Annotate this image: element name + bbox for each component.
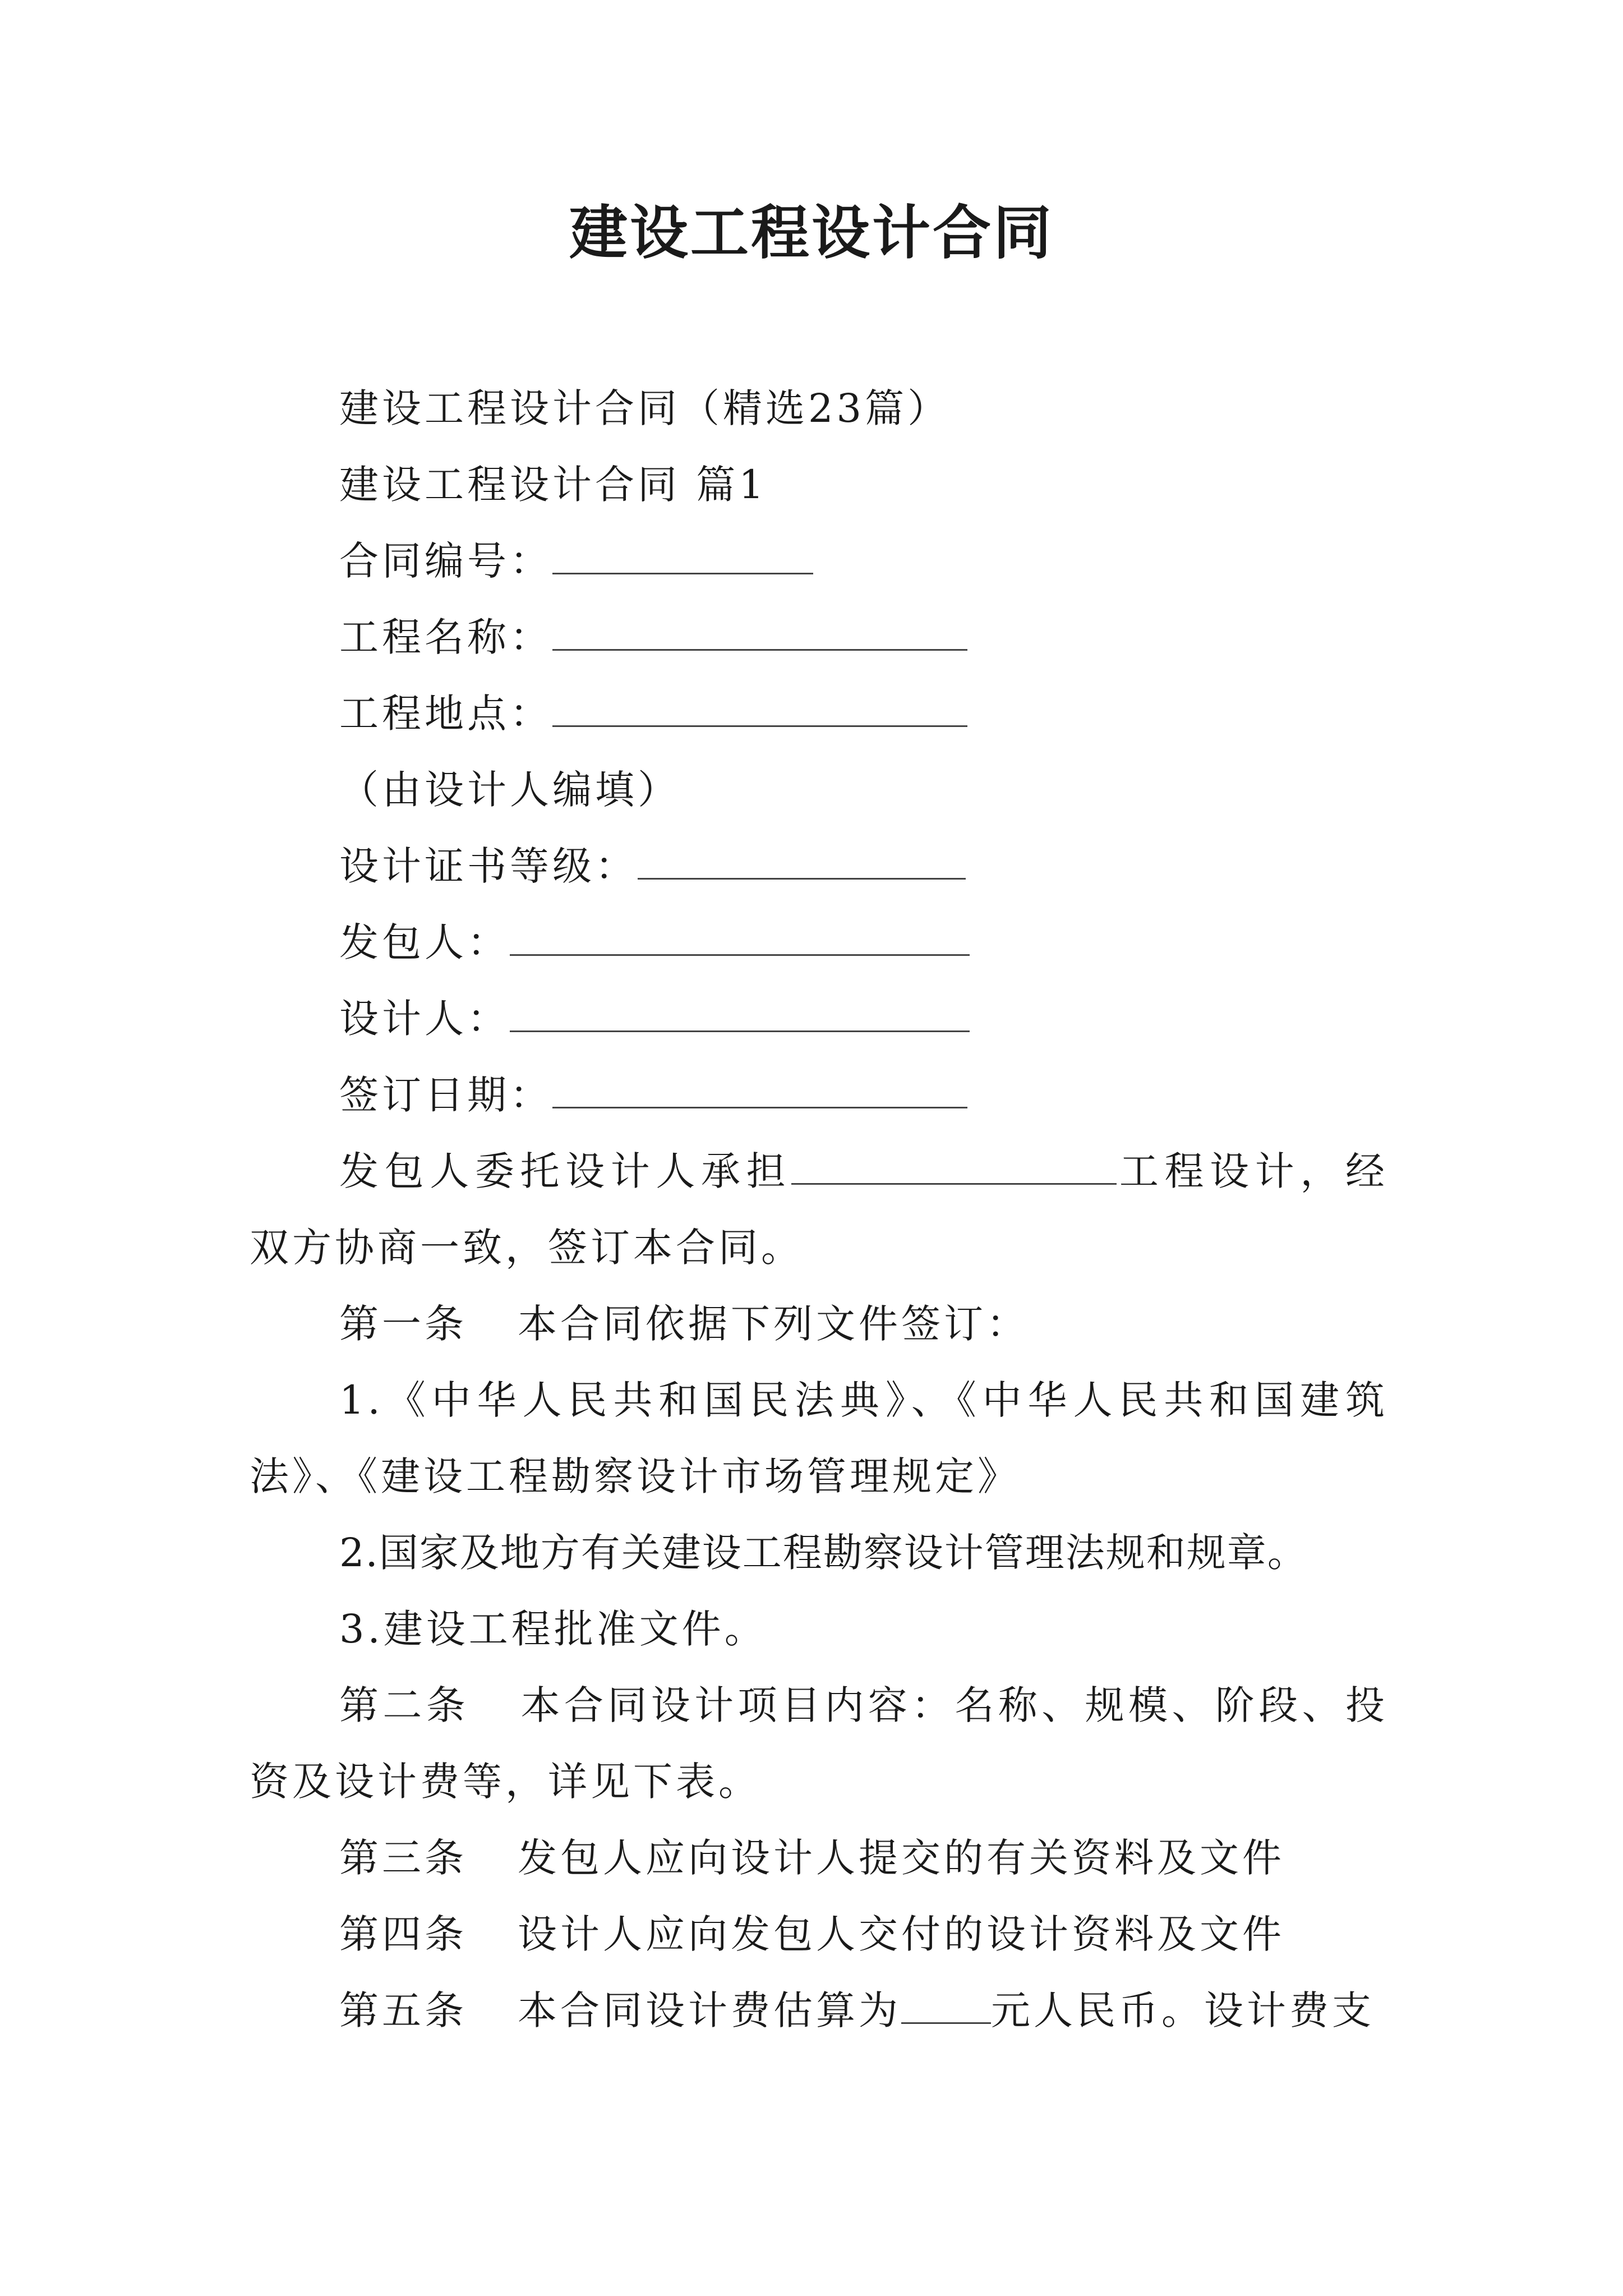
subtitle: 建设工程设计合同（精选23篇） [339, 385, 951, 431]
section-heading: 建设工程设计合同 篇1 [339, 462, 767, 508]
document-body [250, 370, 1388, 2049]
intro-text-a: 发包人委托设计人承担 [339, 1148, 792, 1194]
designer-fill-note: （由设计人编填） [339, 767, 680, 813]
article-4-heading: 第四条 [339, 1911, 467, 1957]
article-2-text: 本合同设计项目内容：名称、规模、阶段、投资及设计费等，详见下表。 [250, 1682, 1389, 1805]
article-2-heading: 第二条 [339, 1682, 470, 1728]
article-5-text-a: 本合同设计费估算为 [518, 1987, 901, 2033]
client-blank [510, 921, 970, 956]
article-3-heading: 第三条 [339, 1835, 467, 1881]
contract-number-blank [552, 539, 813, 574]
article-3 [250, 1820, 1388, 1896]
article-4-text: 设计人应向发包人交付的设计资料及文件 [518, 1911, 1285, 1957]
article-3-text: 发包人应向设计人提交的有关资料及文件 [518, 1835, 1285, 1881]
certificate-grade-label: 设计证书等级： [339, 843, 638, 889]
designer-field [250, 981, 1388, 1057]
project-name-label: 工程名称： [339, 614, 552, 660]
article-1 [250, 1286, 1388, 1362]
article-1-item-1: 1.《中华人民共和国民法典》、《中华人民共和国建筑法》、《建设工程勘察设计市场管理规定》 [250, 1377, 1388, 1499]
article-1-item-3: 3.建设工程批准文件。 [339, 1606, 767, 1652]
project-location-field [250, 675, 1388, 752]
intro-text-b: 工程设计，经双方协商一致，签订本合同。 [250, 1148, 1388, 1271]
project-name-field [250, 599, 1388, 675]
signing-date-blank [552, 1073, 967, 1108]
project-location-label: 工程地点： [339, 691, 552, 737]
article-1-text: 本合同依据下列文件签订： [518, 1301, 1029, 1347]
article-2 [250, 1667, 1388, 1820]
article-4 [250, 1896, 1388, 1972]
certificate-grade-blank [638, 844, 966, 880]
project-location-blank [552, 692, 967, 727]
document-title: 建设工程设计合同 [569, 198, 1054, 267]
article-5 [250, 1972, 1388, 2049]
design-fee-blank [901, 1989, 991, 2024]
designer-blank [510, 997, 970, 1032]
designer-label: 设计人： [339, 996, 510, 1042]
article-5-text-b: 元人民币。设计费支 [991, 1987, 1375, 2033]
intro-project-blank [791, 1149, 1117, 1185]
contract-number-field [250, 523, 1388, 599]
contract-number-label: 合同编号： [339, 538, 552, 584]
signing-date-label: 签订日期： [339, 1072, 552, 1118]
article-1-item-2: 2.国家及地方有关建设工程勘察设计管理法规和规章。 [339, 1530, 1308, 1576]
article-5-heading: 第五条 [339, 1987, 467, 2033]
certificate-grade-field [250, 828, 1388, 904]
client-field [250, 904, 1388, 981]
project-name-blank [552, 615, 967, 651]
client-label: 发包人： [339, 919, 510, 965]
article-1-heading: 第一条 [339, 1301, 467, 1347]
intro-paragraph [250, 1133, 1388, 1286]
signing-date-field [250, 1057, 1388, 1133]
